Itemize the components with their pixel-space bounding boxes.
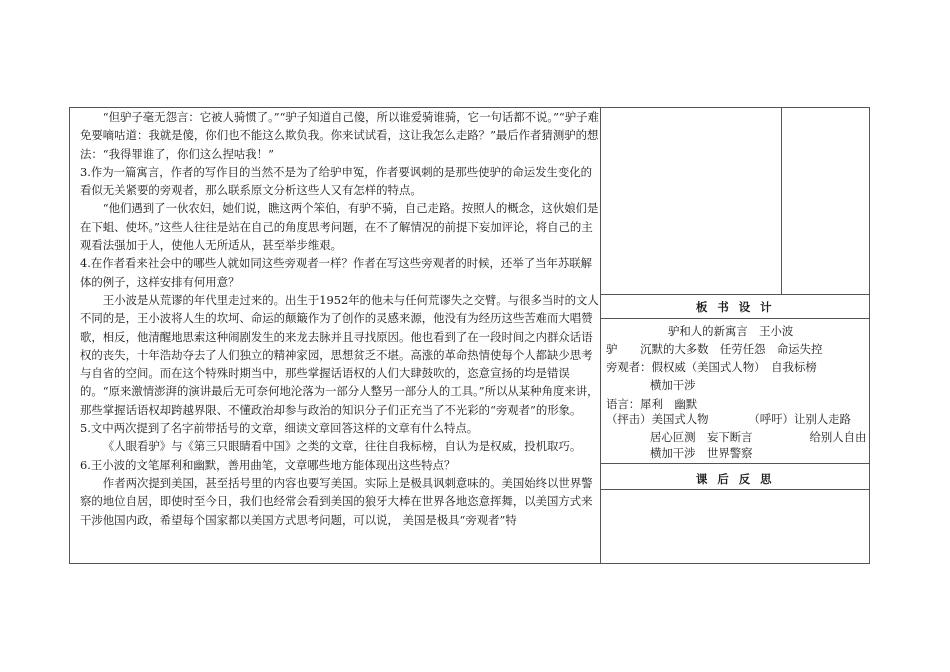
question-3: 3.作为一篇寓言，作者的写作目的当然不是为了给驴申冤，作者要讽刺的是那些使驴的命运发生变化的看似无关紧要的旁观者，那么联系原文分析这些人又有怎样的特点。 (80, 164, 593, 198)
question-4: 4.在作者看来社会中的哪些人就如同这些旁观者一样？作者在写这些旁观者的时候，还举了当年苏联解体的例子，这样安排有何用意？ (80, 256, 593, 289)
lesson-content (80, 108, 600, 529)
board-design-heading: 板书设计 (696, 300, 782, 314)
board-line-language: 语言：犀利 幽默 (606, 397, 698, 411)
board-heading-top-rule (600, 294, 870, 295)
question-5: 5.文中两次提到了名字前带括号的文章，细读文章回答这样的文章有什么特点。 (80, 421, 479, 436)
question-6: 6.王小波的文笔犀利和幽默，善用曲笔，文章哪些地方能体现出这些特点？ (80, 457, 456, 472)
board-line-bystander: 旁观者：假权威（美国式人物） 自我标榜 (606, 360, 817, 374)
board-heading-bottom-rule (600, 318, 870, 319)
lesson-plan-table (69, 107, 870, 564)
board-line-irony-2: 居心叵测 妄下断言 给别人自由 (650, 430, 867, 444)
board-title: 驴和人的新寓言 王小波 (668, 324, 794, 338)
reflection-heading: 课后反思 (696, 472, 782, 486)
board-line-donkey: 驴 沉默的大多数 任劳任怨 命运失控 (606, 342, 823, 356)
answer-3: “他们遇到了一伙农妇，她们说，瞧这两个笨伯，有驴不骑，自己走路。按照人的概念，这伙娘们是在下蛆、使坏。”这些人往往是站在自己的角度思考问题，在不了解情况的前提下妄加评论，将自己的主观看法强加于人，使他人无所适从，甚至举步维艰。 (80, 201, 599, 253)
board-line-irony-3: 横加干涉 世界警察 (650, 446, 753, 460)
answer-6: 作者两次提到美国，甚至括号里的内容也要写美国。实际上是极具讽刺意味的。美国始终以世界警察的地位自居，即使时至今日，我们也经常会看到美国的狼牙大棒在世界各地恣意挥舞，以美国方式来干涉他国内政，希望每个国家都以美国方式思考问题，可以说， 美国是极具“旁观者”特 (80, 475, 593, 527)
column-divider (600, 108, 601, 563)
answer-5: 《人眼看驴》与《第三只眼睛看中国》之类的文章，往往自我标榜，自认为是权威，投机取巧。 (102, 439, 582, 454)
answer-4: 王小波是从荒谬的年代里走过来的。出生于1952年的他未与任何荒谬失之交臂。与很多当时的文人不同的是，王小波将人生的坎坷、命运的颠簸作为了创作的灵感来源，他没有为经历这些苦难而大唱赞歌，相反，他清醒地思索这种闹剧发生的来龙去脉并且寻找原因。他也看到了在一段时间之内群众话语权的丧失，十年浩劫夺去了人们独立的精神家园，思想贫乏不堪。高涨的革命热情使每个人都缺少思考与自省的空间。而在这个特殊时期当中，那些掌握话语权的人们大肆鼓吹的，恣意宣扬的均是错误的。“原来激情澎湃的演讲最后无可奈何地沦落为一部分人整另一部分人的工具。”所以从某种角度来讲，那些掌握话语权却跨越界限、不懂政治却参与政治的知识分子们正充当了不光彩的“旁观者”的形象。 (80, 292, 599, 417)
paragraph-quote: “但驴子毫无怨言：它被人骑惯了。”“驴子知道自己傻，所以谁爱骑谁骑，它一句话都不说。”“驴子难免要嘀咕道：我就是傻，你们也不能这么欺负我。你来试试看，这让我怎么走路？”最后作者猜测驴的想法：“我得罪谁了，你们这么捏咕我！” (80, 110, 599, 161)
board-line-bystander-cont: 横加干涉 (650, 378, 696, 392)
reflection-heading-bottom-rule (600, 489, 870, 490)
right-inner-divider (781, 108, 782, 294)
reflection-heading-top-rule (600, 463, 870, 464)
board-line-irony: （抨击）美国式人物 （呼吁）让别人走路 (606, 412, 851, 426)
